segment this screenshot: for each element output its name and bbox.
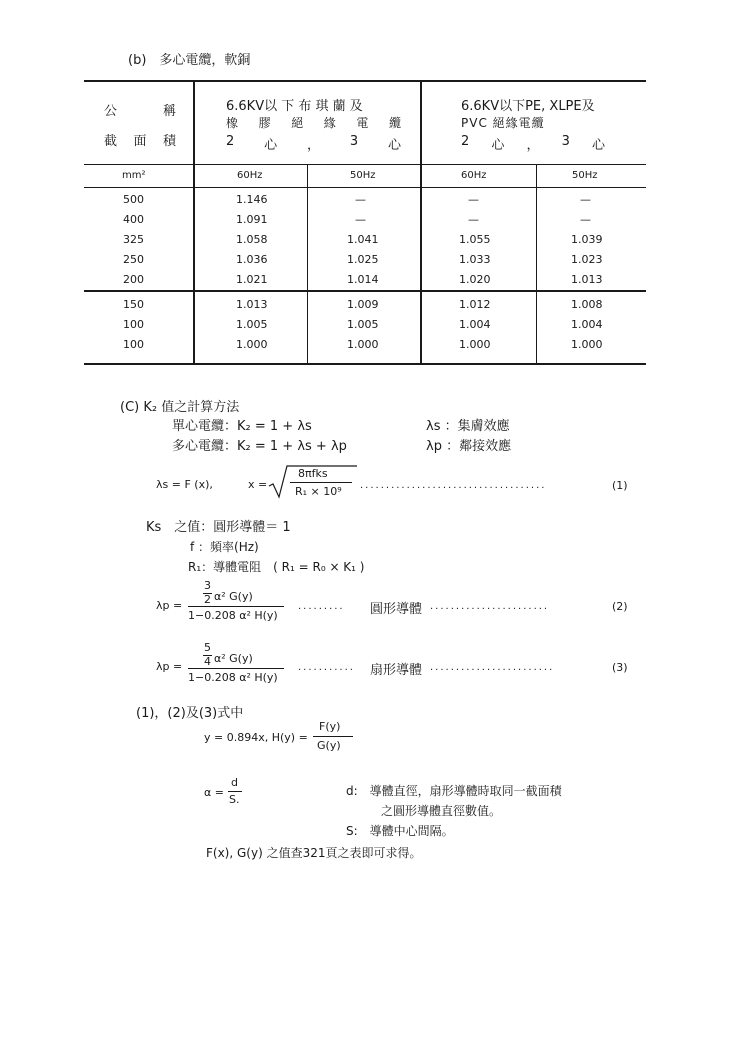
eq1-denominator: R₁ × 10⁹ [295, 485, 342, 498]
freq-col-4: 50Hz [572, 170, 598, 181]
freq-col-2: 50Hz [350, 170, 376, 181]
eq3-numerator: α² G(y) [214, 652, 253, 665]
eq2-number: (2) [612, 600, 628, 613]
final-line: F(x), G(y) 之值查321頁之表即可求得。 [206, 846, 422, 860]
y-equation: y = 0.894x, H(y) = [204, 731, 308, 744]
eq2-coef-den: 2 [204, 593, 211, 606]
eq3-label: 扇形導體 [370, 663, 423, 678]
freq-col-3: 60Hz [461, 170, 487, 181]
value-cell: — [580, 213, 591, 226]
value-cell: 1.036 [236, 253, 268, 266]
eq3-lhs: λp = [156, 660, 183, 673]
value-cell: 1.146 [236, 193, 268, 206]
table-top-rule [84, 80, 646, 82]
eq3-leader-dots-1: ........... [298, 662, 355, 673]
value-cell: 1.033 [459, 253, 491, 266]
value-cell: 1.014 [347, 273, 379, 286]
header-char: ， [526, 138, 540, 153]
value-cell: 1.005 [236, 318, 268, 331]
freq-col-1: 60Hz [237, 170, 263, 181]
table-header-rule [84, 164, 646, 165]
value-cell: 1.013 [236, 298, 268, 311]
value-cell: 1.005 [347, 318, 379, 331]
size-cell: 250 [123, 253, 144, 266]
value-cell: 1.000 [571, 338, 603, 351]
value-cell: — [355, 213, 366, 226]
resistance-line: R₁：導體電阻 ( R₁ = R₀ × K₁ ) [188, 560, 365, 574]
eq2-leader-dots-2: ....................... [430, 601, 550, 612]
header-char: 橡 [226, 116, 239, 130]
value-cell: 1.058 [236, 233, 268, 246]
frequency-line: f ：頻率(Hz) [190, 540, 259, 554]
value-cell: 1.055 [459, 233, 491, 246]
value-cell: 1.004 [571, 318, 603, 331]
value-cell: 1.000 [236, 338, 268, 351]
size-cell: 200 [123, 273, 144, 286]
header-char: 公 [104, 104, 118, 119]
eq3-coef-den: 4 [204, 655, 211, 668]
value-cell: — [468, 213, 479, 226]
eq2-lhs: λp = [156, 599, 183, 612]
header-char: 纜 [388, 116, 401, 130]
value-cell: 1.000 [347, 338, 379, 351]
d-note-line-2: 之圓形導體直徑數值。 [381, 804, 502, 818]
eq3-fraction-bar [188, 668, 284, 669]
value-cell: 1.012 [459, 298, 491, 311]
size-cell: 325 [123, 233, 144, 246]
eq2-denominator: 1−0.208 α² H(y) [188, 609, 278, 622]
size-cell: 500 [123, 193, 144, 206]
value-cell: 1.041 [347, 233, 379, 246]
eq2-leader-dots-1: ......... [298, 601, 345, 612]
eq1-leader-dots: .................................... [360, 480, 547, 491]
header-char: 稱 [162, 104, 176, 119]
eq3-denominator: 1−0.208 α² H(y) [188, 671, 278, 684]
eq3-coef-num: 5 [204, 641, 211, 654]
table-col-divider-4 [536, 165, 537, 364]
value-cell: 1.008 [571, 298, 603, 311]
header-right-subtitle: PVC 絕緣電纜 [461, 116, 545, 130]
table-group-rule [84, 290, 646, 292]
header-right-title: 6.6KV以下PE, XLPE及 [461, 99, 595, 114]
table-freq-rule [84, 187, 646, 188]
eq1-fraction-bar [290, 482, 352, 483]
eq1-lhs: λs = F (x), [156, 478, 213, 491]
multi-core-note: λp ：鄰接效應 [426, 439, 512, 454]
header-char: 心 [264, 138, 278, 153]
size-cell: 150 [123, 298, 144, 311]
value-cell: 1.013 [571, 273, 603, 286]
eq3-leader-dots-2: ........................ [430, 662, 555, 673]
header-cross-section [104, 130, 176, 149]
header-char: 2 [461, 134, 470, 149]
header-char: 心 [491, 138, 505, 153]
header-char: 電 [356, 116, 369, 130]
value-cell: — [468, 193, 479, 206]
header-mid-subtitle [226, 114, 401, 131]
header-char: 積 [162, 134, 176, 149]
alpha-fraction-bar [228, 791, 242, 792]
eq2-coef-num: 3 [204, 579, 211, 592]
value-cell: 1.039 [571, 233, 603, 246]
eq2-numerator: α² G(y) [214, 590, 253, 603]
header-right-cores [461, 134, 605, 153]
header-nominal [104, 100, 176, 119]
hy-denominator: G(y) [317, 739, 341, 752]
hy-numerator: F(y) [319, 720, 341, 733]
value-cell: 1.009 [347, 298, 379, 311]
header-char: 3 [561, 134, 570, 149]
eq1-numerator: 8πfks [298, 467, 328, 480]
table-bottom-rule [84, 363, 646, 365]
header-mid-title: 6.6KV以 下 布 琪 蘭 及 [226, 99, 363, 114]
eq1-number: (1) [612, 479, 628, 492]
s-note: S: 導體中心間隔。 [346, 824, 454, 838]
value-cell: 1.004 [459, 318, 491, 331]
hy-fraction-bar [313, 736, 353, 737]
value-cell: 1.021 [236, 273, 268, 286]
header-char: ， [306, 138, 320, 153]
d-note-line-1: d: 導體直徑，扇形導體時取同一截面積 [346, 784, 562, 798]
value-cell: — [580, 193, 591, 206]
header-char: 心 [387, 138, 401, 153]
single-core-formula: 單心電纜：K₂ = 1 + λs [172, 419, 312, 434]
header-char: 心 [591, 138, 605, 153]
value-cell: 1.091 [236, 213, 268, 226]
value-cell: 1.025 [347, 253, 379, 266]
size-cell: 400 [123, 213, 144, 226]
table-col-divider-2 [420, 81, 422, 364]
value-cell: 1.023 [571, 253, 603, 266]
header-char: 3 [349, 134, 359, 149]
size-cell: 100 [123, 318, 144, 331]
section-c-title: (C) K₂ 值之計算方法 [120, 400, 240, 415]
header-char: 2 [226, 134, 235, 149]
header-char: 絕 [291, 116, 304, 130]
header-char: 截 [104, 134, 118, 149]
single-core-note: λs ：集膚效應 [426, 419, 510, 434]
eq2-label: 圓形導體 [370, 602, 423, 617]
value-cell: 1.000 [459, 338, 491, 351]
table-col-divider-3 [307, 165, 308, 364]
where-line: (1)，(2)及(3)式中 [136, 706, 244, 721]
alpha-lhs: α = [204, 786, 224, 799]
alpha-denominator: S. [229, 793, 240, 806]
unit-label: mm² [122, 170, 146, 181]
value-cell: 1.020 [459, 273, 491, 286]
header-char: 緣 [323, 116, 336, 130]
header-mid-cores [226, 134, 401, 153]
eq3-number: (3) [612, 661, 628, 674]
section-b-title: (b) 多心電纜，軟銅 [128, 53, 251, 68]
eq1-x-lhs: x = [248, 478, 268, 491]
value-cell: — [355, 193, 366, 206]
header-char: 膠 [258, 116, 271, 130]
alpha-numerator: d [231, 776, 238, 789]
size-cell: 100 [123, 338, 144, 351]
table-col-divider-1 [193, 81, 195, 364]
ks-value-line: Ks 之值：圓形導體＝ 1 [146, 520, 291, 535]
multi-core-formula: 多心電纜：K₂ = 1 + λs + λp [172, 439, 347, 454]
header-char: 面 [133, 134, 147, 149]
eq2-fraction-bar [188, 606, 284, 607]
